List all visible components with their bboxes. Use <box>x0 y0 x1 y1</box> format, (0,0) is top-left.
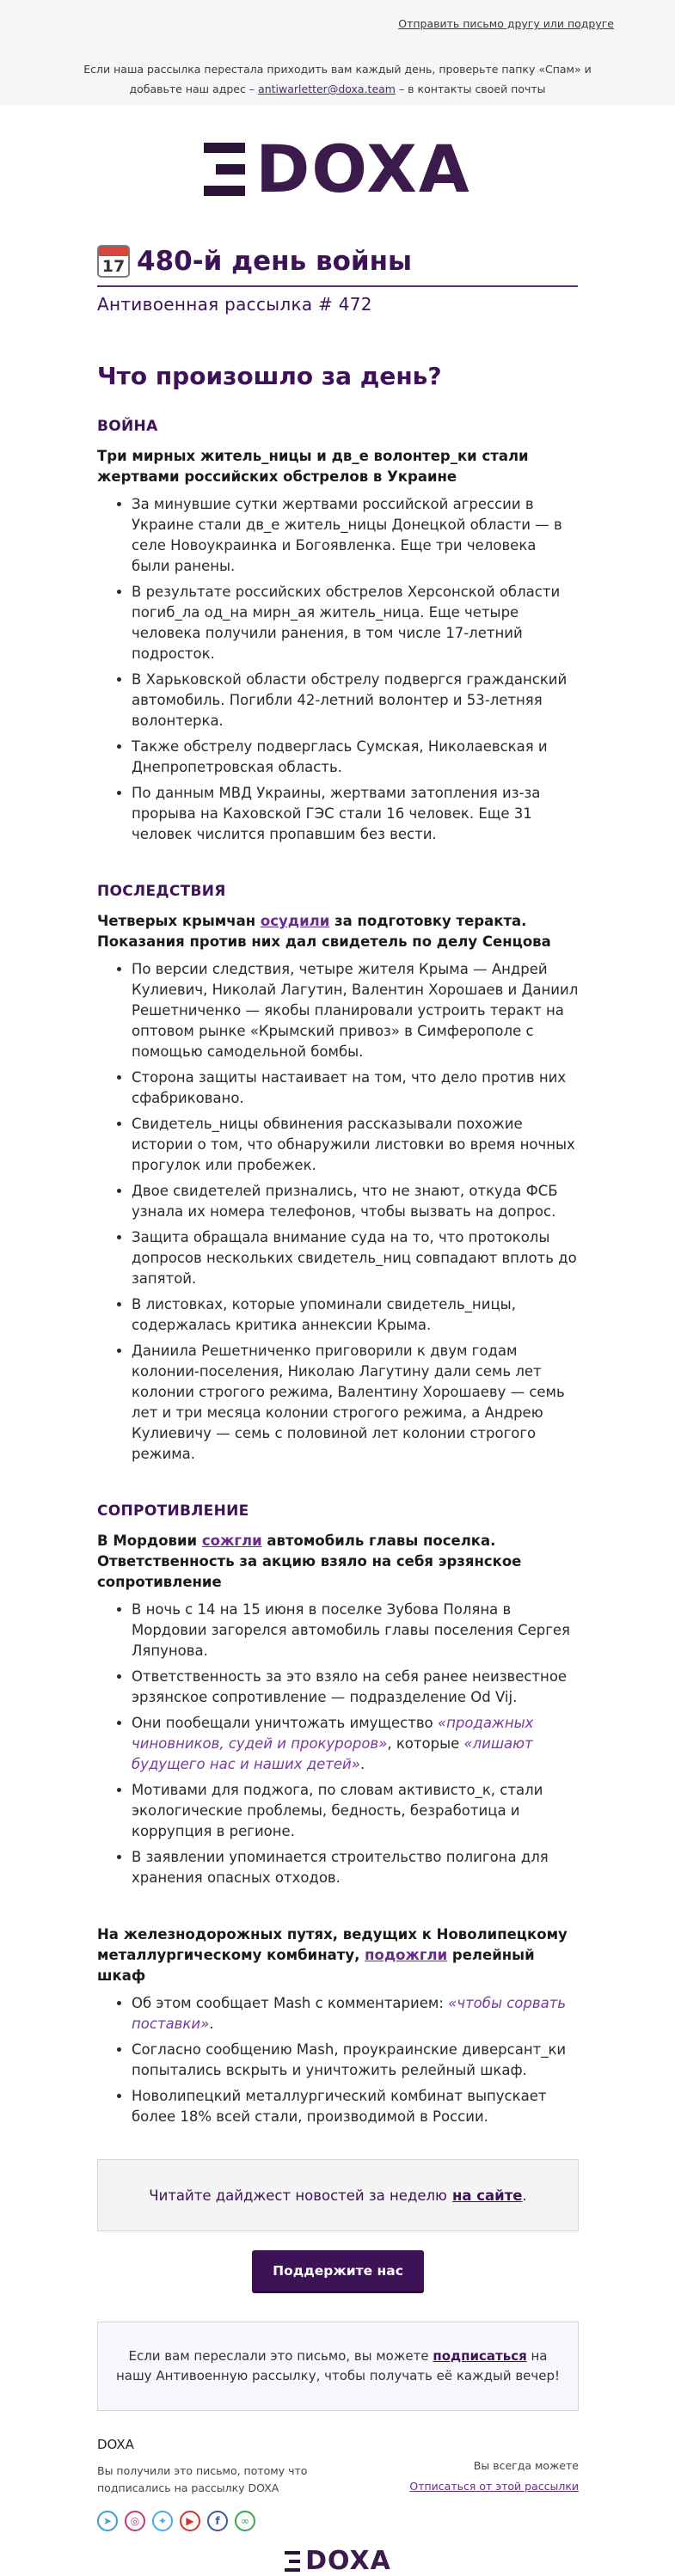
link-icon[interactable]: ∞ <box>235 2511 255 2531</box>
issue-title <box>97 242 675 280</box>
subscribe-text-after: на <box>526 2348 548 2364</box>
forward-to-friend-link[interactable]: Отправить письмо другу или подруге <box>398 17 614 30</box>
list-item: • Новолипецкий металлургический комбинат выпускает более 18% всей стали, производимой в России. <box>132 2086 579 2127</box>
subscribe-link[interactable]: подписаться <box>433 2348 527 2364</box>
list-item: • В ночь с 14 на 15 июня в поселке Зубова Поляна в Мордовии загорелся автомобиль главы поселения Сергея Ляпунова. <box>132 1600 579 1661</box>
consequences-list <box>97 959 579 1465</box>
list-item: • За минувшие сутки жертвами российской агрессии в Украине стали дв_е житель_ницы Донецкой области — в селе Новоукраинка и Богоявленка. Еще три человека были ранены. <box>132 494 579 577</box>
quote-text: «лишают будущего нас и наших детей» <box>132 1735 533 1772</box>
list-item: • Также обстрелу подверглась Сумская, Николаевская и Днепропетровская область. <box>132 737 579 778</box>
railway-list <box>97 1993 579 2127</box>
item-text: Они пообещали уничтожать имущество <box>132 1715 438 1731</box>
list-item: • В Харьковской области обстрелу подвергся гражданский автомобиль. Погибли 42-летний волонтер и 53-летняя волонтерка. <box>132 670 579 731</box>
list-item: • Согласно сообщению Mash, проукраинские диверсант_ки попытались вскрыть и уничтожить релейный шкаф. <box>132 2040 579 2081</box>
section-title: Что произошло за день? <box>97 362 442 390</box>
email-preheader <box>0 0 675 105</box>
doxa-logo-text: DOXA <box>255 131 471 207</box>
social-links <box>97 2511 579 2531</box>
lead-text: В Мордовии <box>97 1533 202 1549</box>
list-item: • Даниила Решетниченко приговорили к двум годам колонии-поселения, Николаю Лагутину дали семь лет колонии строгого режима, Валентину Хорошаеву — семь лет и три месяца колонии строгого режима, а Андрею Кулиевичу — семь с половиной лет колонии строгого режима. <box>132 1341 579 1465</box>
doxa-logo-mark-icon <box>285 2551 300 2572</box>
title-divider <box>97 285 578 287</box>
war-list <box>97 494 579 845</box>
rubric-resistance: СОПРОТИВЛЕНИЕ <box>97 1502 249 1520</box>
list-item <box>132 1713 579 1775</box>
lead-text: Четверых крымчан <box>97 913 261 929</box>
item-text: . <box>209 2016 214 2032</box>
footer-brand: DOXA <box>97 2437 134 2452</box>
list-item: • В листовках, которые упоминали свидетель_ницы, содержалась критика аннексии Крыма. <box>132 1294 579 1336</box>
lead-text: автомобиль главы поселка. Ответственность за акцию взяло на себя эрзянское сопротивление <box>97 1533 522 1590</box>
resistance-lead <box>97 1531 579 1593</box>
weekly-digest-box <box>97 2159 579 2231</box>
support-button[interactable]: Поддержите нас <box>252 2250 424 2293</box>
subscribe-box <box>97 2322 579 2411</box>
footer-reason-line2: подписались на рассылку DOXA <box>97 2481 279 2494</box>
consequences-story-link[interactable]: осудили <box>260 913 330 929</box>
subscribe-text <box>116 2347 560 2386</box>
railway-lead <box>97 1924 579 1986</box>
digest-text: Читайте дайджест новостей за неделю <box>149 2187 447 2204</box>
contact-email-link[interactable]: antiwarletter@doxa.team <box>258 83 396 95</box>
list-item: • Сторона защиты настаивает на том, что дело против них сфабриковано. <box>132 1068 579 1109</box>
item-text: , которые <box>387 1735 464 1752</box>
war-lead: Три мирных житель_ницы и дв_е волонтер_ки стали жертвами российских обстрелов в Украине <box>97 448 529 485</box>
footer-row <box>97 2459 579 2497</box>
issue-title-text: 480-й день войны <box>137 246 413 277</box>
spam-notice-suffix: – в контакты своей почты <box>395 83 546 95</box>
list-item: • Свидетель_ницы обвинения рассказывали похожие истории о том, что обнаружили листовки во время ночных прогулок или пробежек. <box>132 1114 579 1176</box>
twitter-icon[interactable]: ✦ <box>152 2511 173 2531</box>
support-area <box>97 2250 579 2293</box>
resistance-story-link[interactable]: сожгли <box>201 1533 262 1549</box>
spam-notice <box>80 59 596 99</box>
telegram-icon[interactable]: ➤ <box>97 2511 118 2531</box>
calendar-icon <box>97 245 130 278</box>
item-text: Об этом сообщает Mash с комментарием: <box>132 1995 449 2011</box>
footer-reason <box>97 2463 321 2497</box>
list-item: • Ответственность за это взяло на себя ранее неизвестное эрзянское сопротивление — подразделение Od Vij. <box>132 1667 579 1708</box>
quote-text: «продажных чиновников, судей и прокуроров» <box>132 1715 534 1752</box>
issue-subtitle: Антивоенная рассылка # 472 <box>97 294 372 315</box>
facebook-icon[interactable]: f <box>207 2511 228 2531</box>
list-item: • По версии следствия, четыре жителя Крыма — Андрей Кулиевич, Николай Лагутин, Валентин Хорошаев и Даниил Решетниченко — якобы планировали устроить теракт на оптовом рынке «Крымский привоз» в Симферополе с помощью самодельной бомбы. <box>132 959 579 1062</box>
unsubscribe-link[interactable]: Отписаться от этой рассылки <box>409 2480 579 2493</box>
footer-logo-area <box>97 2546 579 2576</box>
footer-unsubscribe <box>409 2457 579 2497</box>
footer-doxa-logo[interactable] <box>285 2546 391 2576</box>
subscribe-text-before: Если вам переслали это письмо, вы можете <box>128 2348 433 2364</box>
lead-text: На железнодорожных путях, ведущих к Новолипецкому металлургическому комбинату, <box>97 1926 568 1963</box>
digest-site-link[interactable]: на сайте <box>451 2187 523 2204</box>
quote-text: «чтобы сорвать поставки» <box>132 1995 567 2032</box>
doxa-logo[interactable] <box>204 131 471 207</box>
list-item: • По данным МВД Украины, жертвами затопления из-за прорыва на Каховской ГЭС стали 16 человек. Еще 31 человек числится пропавшим без вести. <box>132 783 579 845</box>
lead-text: релейный шкаф <box>97 1947 535 1984</box>
item-text: . <box>359 1756 365 1772</box>
rubric-war: ВОЙНА <box>97 418 158 435</box>
digest-end: . <box>522 2187 527 2204</box>
consequences-lead <box>97 911 579 952</box>
list-item <box>132 1993 579 2034</box>
youtube-icon[interactable]: ▶ <box>180 2511 200 2531</box>
subscribe-text-line2: нашу Антивоенную рассылку, чтобы получать её каждый вечер! <box>115 2368 561 2383</box>
resistance-list <box>97 1600 579 1888</box>
newsletter-content <box>97 242 675 2576</box>
railway-story-link[interactable]: подожгли <box>365 1947 448 1963</box>
footer <box>97 2437 579 2531</box>
doxa-logo-text: DOXA <box>305 2546 391 2576</box>
doxa-logo-mark-icon <box>204 143 245 196</box>
list-item: • Защита обращала внимание суда на то, что протоколы допросов нескольких свидетель_ниц совпадают вплоть до запятой. <box>132 1227 579 1289</box>
list-item: • В заявлении упоминается строительство полигона для хранения опасных отходов. <box>132 1847 579 1888</box>
footer-unsubscribe-text: Вы всегда можете <box>473 2459 579 2472</box>
footer-reason-line1: Вы получили это письмо, потому что <box>97 2464 308 2477</box>
list-item: • Мотивами для поджога, по словам активисто_к, стали экологические проблемы, бедность, безработица и коррупция в регионе. <box>132 1780 579 1842</box>
spam-notice-prefix: добавьте наш адрес – <box>129 83 259 95</box>
calendar-icon-day: 17 <box>101 257 126 276</box>
rubric-consequences: ПОСЛЕДСТВИЯ <box>97 883 226 900</box>
spam-notice-line1: Если наша рассылка перестала приходить вам каждый день, проверьте папку «Спам» и <box>83 63 592 76</box>
header-logo-area <box>0 105 675 242</box>
list-item: • Двое свидетелей признались, что не знают, откуда ФСБ узнала их номера телефонов, чтобы вызвать на допрос. <box>132 1181 579 1222</box>
lead-text: за подготовку теракта. Показания против них дал свидетель по делу Сенцова <box>97 913 551 950</box>
list-item: • В результате российских обстрелов Херсонской области погиб_ла од_на мирн_ая житель_ница. Еще четыре человека получили ранения, в том числе 17-летний подросток. <box>132 582 579 664</box>
instagram-icon[interactable]: ◎ <box>125 2511 145 2531</box>
